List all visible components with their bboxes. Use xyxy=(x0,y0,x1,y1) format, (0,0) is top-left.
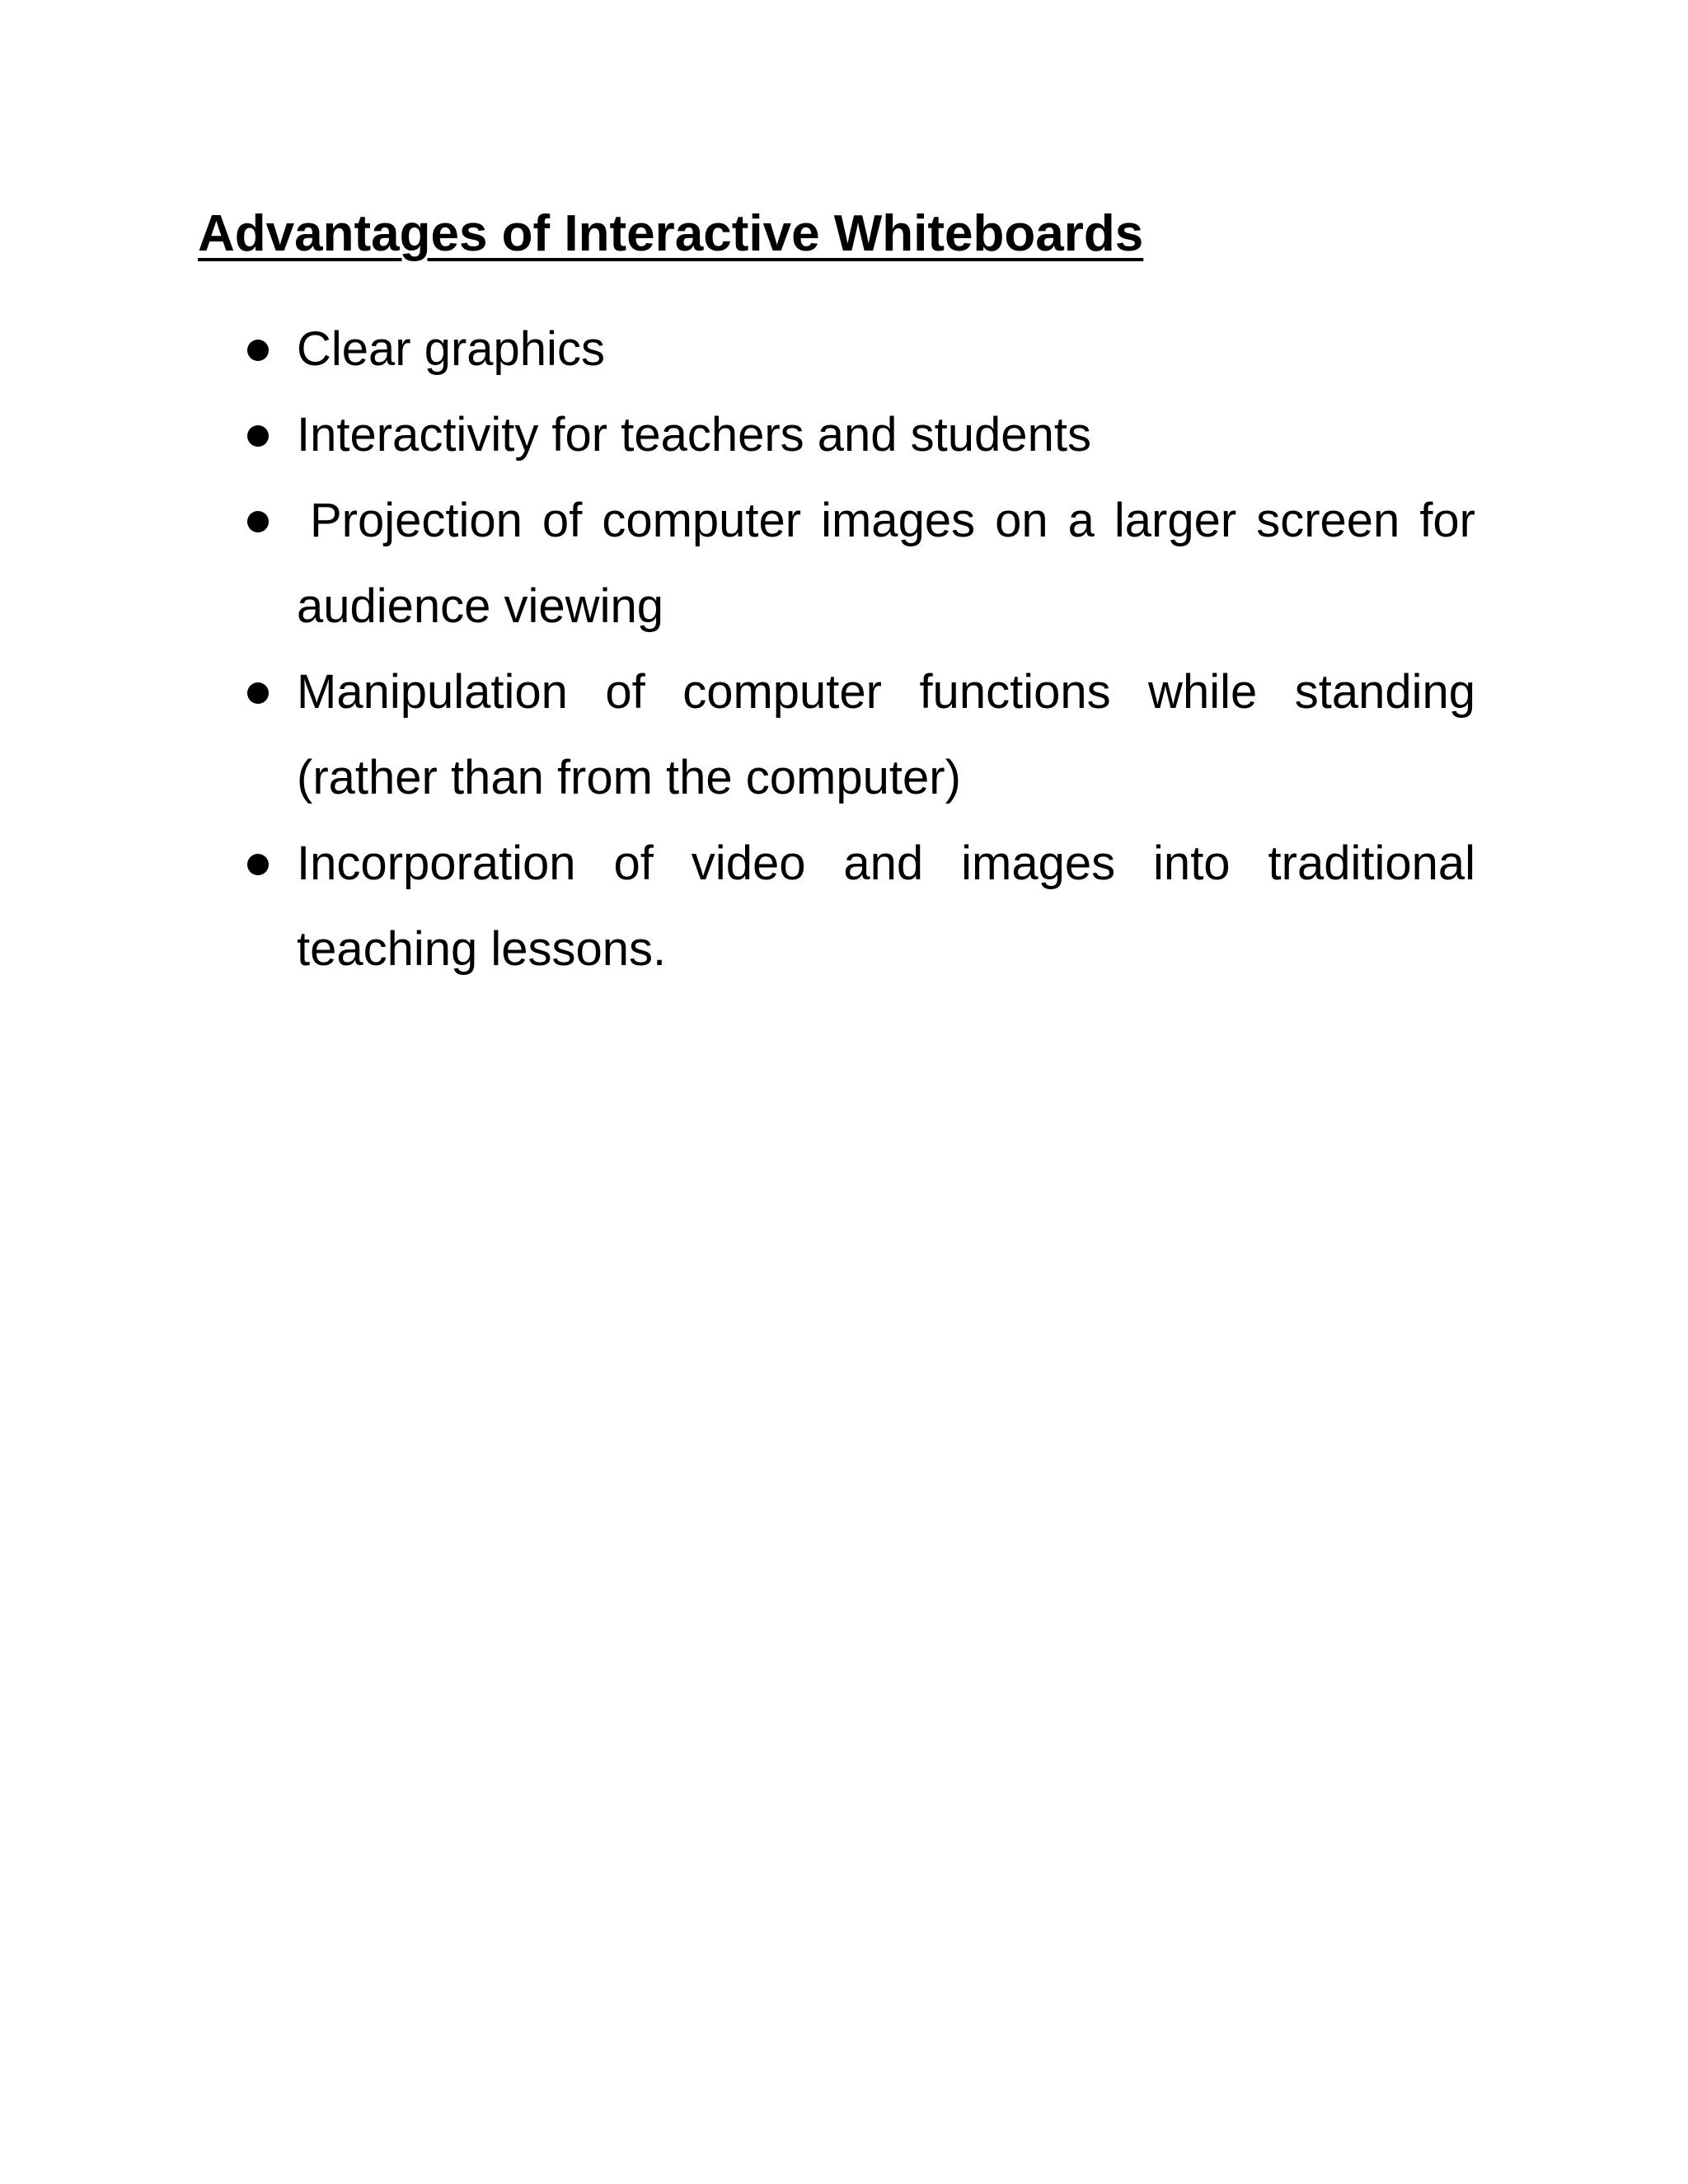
list-item xyxy=(247,392,1475,478)
bullet-icon xyxy=(247,340,269,361)
list-item-text: Interactivity for teachers and students xyxy=(297,408,1091,462)
bullet-icon xyxy=(247,425,269,447)
bullet-icon xyxy=(247,511,269,532)
list-item-text: Clear graphics xyxy=(297,322,605,376)
list-item xyxy=(247,821,1475,992)
list-item-text: Projection of computer images on a larger screen for audience viewing xyxy=(297,494,1475,633)
document-title: Advantages of Interactive Whiteboards xyxy=(198,205,1144,262)
list-item xyxy=(247,307,1475,392)
bullet-icon xyxy=(247,682,269,704)
list-item xyxy=(247,478,1475,649)
list-item xyxy=(247,649,1475,821)
advantages-list xyxy=(247,307,1475,992)
bullet-icon xyxy=(247,854,269,875)
list-item-text: Incorporation of video and images into traditional teaching lessons. xyxy=(297,837,1475,976)
list-item-text: Manipulation of computer functions while standing (rather than from the computer) xyxy=(297,665,1475,804)
